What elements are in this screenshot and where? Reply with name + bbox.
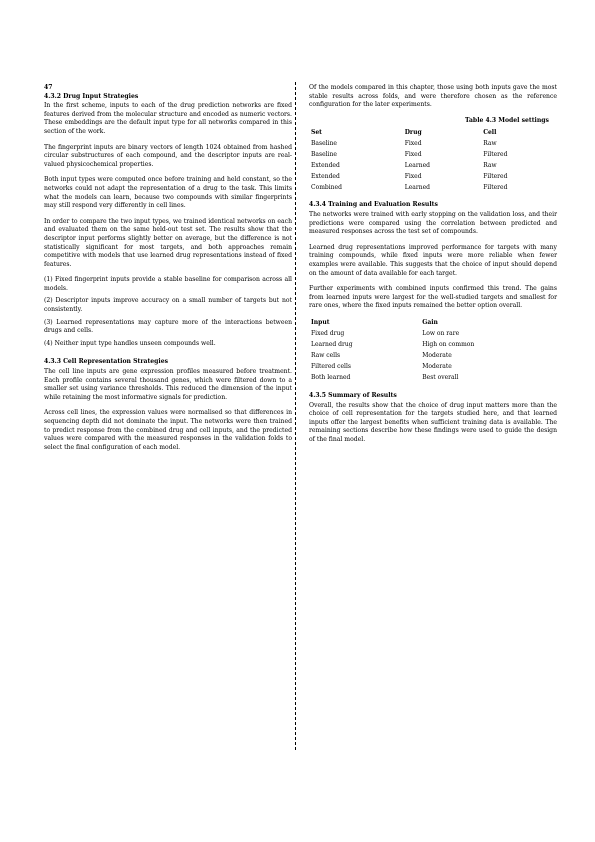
table-cell: Moderate — [422, 363, 452, 371]
table-header-cell: Set — [311, 128, 322, 136]
table-cell: Baseline — [311, 139, 337, 147]
table-header-cell: Drug — [404, 128, 422, 136]
table-header-cell: Input — [311, 319, 330, 327]
table-row — [309, 149, 557, 160]
table-cell: Fixed — [404, 172, 422, 180]
table-row — [309, 340, 557, 351]
table-cell: Fixed drug — [311, 330, 345, 338]
table-cell: Both learned — [311, 374, 351, 382]
table-cell: Raw cells — [311, 352, 341, 360]
table-cell: Fixed — [404, 150, 422, 158]
list-item: (3) Learned representations may capture more of the interactions between drugs and cells. — [44, 318, 292, 335]
paragraph: Learned drug representations improved performance for targets with many training compounds, while fixed inputs were more reliable when fewer examples were available. This suggests that the choice of input should depend on the amount of data available for each target. — [309, 243, 557, 277]
table-header-cell: Cell — [483, 128, 497, 136]
paragraph: The fingerprint inputs are binary vectors of length 1024 obtained from hashed circular substructures of each compound, and the descriptor inputs are real-valued physicochemical properties. — [44, 143, 292, 168]
table-cell: Filtered — [483, 183, 508, 191]
table-row — [309, 182, 557, 193]
table-row — [309, 138, 557, 149]
section-heading: 4.3.4 Training and Evaluation Results — [309, 201, 438, 209]
results-table — [309, 318, 557, 384]
table-cell: Raw — [483, 161, 497, 169]
paragraph: Across cell lines, the expression values were normalised so that differences in sequencing depth did not dominate the input. The networks were then trained to predict response from the combined drug and cell inputs, and the predicted values were compared with the measured responses in the validation folds to select the final configuration of each model. — [44, 409, 292, 451]
table-cell: High on common — [422, 341, 475, 349]
table-row — [309, 373, 557, 384]
table-caption: Table 4.3 Model settings — [465, 116, 549, 124]
left-column — [44, 84, 292, 459]
settings-table — [309, 127, 557, 193]
table-row — [309, 329, 557, 340]
list-item: (1) Fixed fingerprint inputs provide a stable baseline for comparison across all models. — [44, 276, 292, 292]
section-heading: 4.3.3 Cell Representation Strategies — [44, 358, 169, 366]
table-cell: Extended — [311, 161, 340, 169]
section-heading: 4.3.5 Summary of Results — [309, 391, 397, 399]
table-cell: Raw — [483, 139, 497, 147]
table-cell: Moderate — [422, 352, 452, 360]
paragraph: In the first scheme, inputs to each of the drug prediction networks are fixed features derived from the molecular structure and encoded as numeric vectors. These embeddings are the default input type for all networks compared in this section of the work. — [44, 102, 292, 135]
table-cell: Combined — [311, 183, 342, 191]
table-row — [309, 171, 557, 182]
table-header-row — [309, 127, 557, 138]
table-cell: Learned — [404, 183, 430, 191]
paragraph: Of the models compared in this chapter, those using both inputs gave the most stable results across folds, and were therefore chosen as the reference configuration for the later experiments. — [309, 84, 557, 109]
column-divider — [295, 82, 296, 750]
table-cell: Filtered — [483, 172, 508, 180]
table-header-row — [309, 318, 557, 329]
table-row — [309, 362, 557, 373]
paragraph: The networks were trained with early stopping on the validation loss, and their predictions were compared using the correlation between predicted and measured responses across the test set of compounds. — [309, 210, 557, 236]
table-row — [309, 351, 557, 362]
table-cell: Filtered cells — [311, 363, 351, 371]
paragraph: The cell line inputs are gene expression profiles measured before treatment. Each profile contains several thousand genes, which were filtered down to a smaller set using variance thresholds. This reduced the dimension of the input while retaining the most informative signals for prediction. — [44, 368, 292, 401]
table-header-cell: Gain — [422, 319, 438, 327]
table-cell: Best overall — [422, 374, 459, 382]
paragraph: Overall, the results show that the choice of drug input matters more than the choice of cell representation for the targets studied here, and that learned inputs offer the largest benefits when sufficient training data is available. The remaining sections describe how these findings were used to guide the design of the final model. — [309, 401, 557, 443]
table-cell: Filtered — [483, 150, 508, 158]
table-cell: Extended — [311, 172, 340, 180]
paragraph: Further experiments with combined inputs confirmed this trend. The gains from learned inputs were largest for the well-studied targets and smallest for rare ones, where the fixed inputs remained the better option overall. — [309, 285, 557, 310]
right-column — [309, 84, 557, 451]
page-number: 47 — [44, 84, 53, 91]
table-row — [309, 160, 557, 171]
table-cell: Low on rare — [422, 330, 460, 338]
paragraph: In order to compare the two input types, we trained identical networks on each and evaluated them on the same held-out test set. The results show that the descriptor input performs slightly better on average, but the difference is not statistically significant for most targets, and both approaches remain competitive with models that use learned drug representations instead of fixed features. — [44, 217, 292, 268]
table-cell: Fixed — [404, 139, 422, 147]
section-heading: 4.3.2 Drug Input Strategies — [44, 92, 139, 100]
list-item: (2) Descriptor inputs improve accuracy on a small number of targets but not consistently. — [44, 297, 292, 314]
list-item: (4) Neither input type handles unseen compounds well. — [44, 339, 216, 347]
table-cell: Learned — [404, 161, 430, 169]
table-cell: Learned drug — [311, 341, 353, 349]
table-cell: Baseline — [311, 150, 337, 158]
paragraph: Both input types were computed once before training and held constant, so the networks could not adapt the representation of a drug to the task. This limits what the models can learn, because two compounds with similar fingerprints may still respond very differently in cell lines. — [44, 176, 292, 210]
